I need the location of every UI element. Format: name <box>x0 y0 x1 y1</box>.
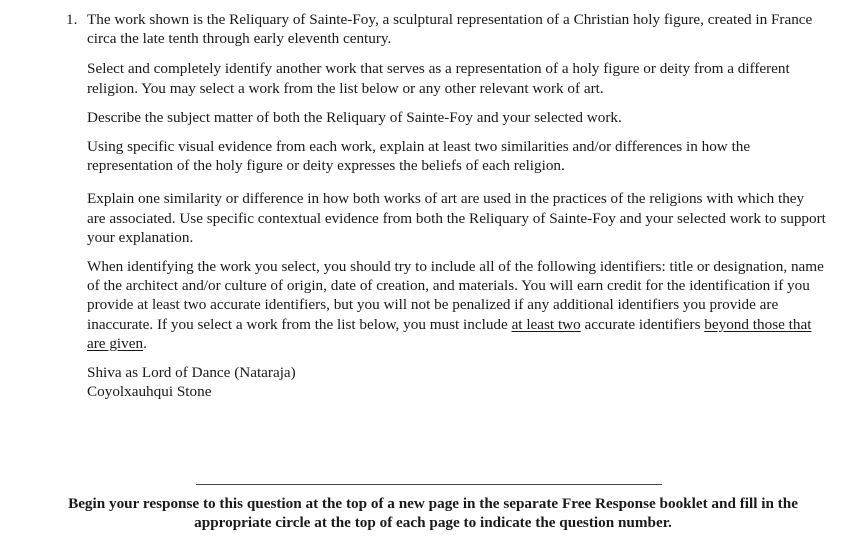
identification-text-b: accurate identifiers <box>580 315 705 333</box>
identification-instructions <box>87 257 826 353</box>
underlined-beyond-given: beyond those that are given <box>87 315 812 352</box>
response-instructions: Begin your response to this question at the top of a new page in the separate Free Response booklet and fill in the appropriate circle at the top of each page to indicate the question number. <box>68 495 798 532</box>
task-visual-evidence: Using specific visual evidence from each work, explain at least two similarities and/or differences in how the representation of the holy figure or deity expresses the beliefs of each religion. <box>87 138 751 175</box>
question-intro: The work shown is the Reliquary of Sainte-Foy, a sculptural representation of a Christian holy figure, created in France circa the late tenth through early eleventh century. <box>87 11 813 48</box>
identification-text-a: When identifying the work you select, you should try to include all of the following identifiers: title or designation, name of the architect and/or culture of origin, date of creation, and materials. You will earn credit for the identification if you provide at least two accurate identifiers, but you will not be penalized if any additional identifiers you provide are inaccurate. If you select a work from the list below, you must include <box>87 258 824 333</box>
task-describe-subject: Describe the subject matter of both the Reliquary of Sainte-Foy and your selected work. <box>87 108 622 126</box>
task-select-work: Select and completely identify another work that serves as a representation of a holy figure or deity from a different religion. You may select a work from the list below or any other relevant work of art. <box>87 60 790 97</box>
work-list-item: Coyolxauhqui Stone <box>87 383 212 401</box>
identification-text-c: . <box>143 334 147 352</box>
question-number: 1. <box>66 11 78 28</box>
question-body <box>87 10 826 401</box>
task-religious-practices: Explain one similarity or difference in how both works of art are used in the practices of the religions with which they are associated. Use specific contextual evidence from both the Reliquary of Sainte-Foy and your selected work to support your explanation. <box>87 190 826 246</box>
underlined-at-least-two: at least two <box>511 315 581 333</box>
work-list-item: Shiva as Lord of Dance (Nataraja) <box>87 364 296 382</box>
section-divider <box>196 484 662 485</box>
work-list <box>87 363 826 401</box>
question-1 <box>66 10 826 401</box>
